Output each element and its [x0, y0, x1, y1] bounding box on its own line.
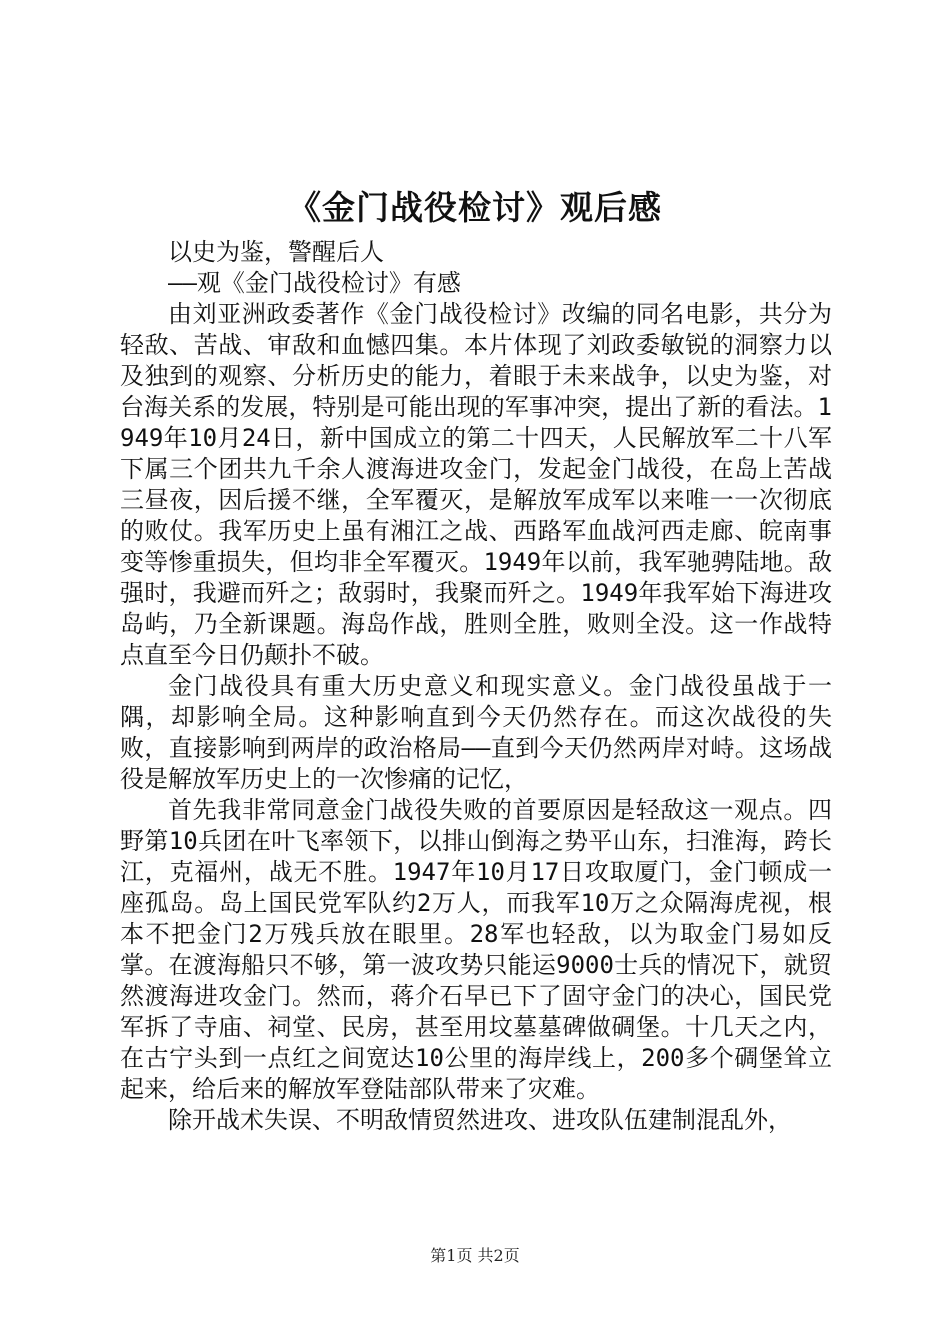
subtitle-line: ——观《金门战役检讨》有感	[168, 269, 461, 297]
body-paragraph: 除开战术失误、不明敌情贸然进攻、进攻队伍建制混乱外，	[168, 1106, 792, 1134]
body-paragraph: 金门战役具有重大历史意义和现实意义。金门战役虽战于一隅，却影响全局。这种影响直到今天仍然存在。而这次战役的失败，直接影响到两岸的政治格局——直到今天仍然两岸对峙。这场战役是解放军历史上的一次惨痛的记忆，	[120, 672, 832, 793]
page-number: 第1页 共2页	[430, 1246, 520, 1265]
body-paragraph: 由刘亚洲政委著作《金门战役检讨》改编的同名电影，共分为轻敌、苦战、审敌和血憾四集。本片体现了刘政委敏锐的洞察力以及独到的观察、分析历史的能力，着眼于未来战争，以史为鉴，对台海关系的发展，特别是可能出现的军事冲突，提出了新的看法。1949年10月24日，新中国成立的第二十四天，人民解放军二十八军下属三个团共九千余人渡海进攻金门，发起金门战役，在岛上苦战三昼夜，因后援不继，全军覆灭，是解放军成军以来唯一一次彻底的败仗。我军历史上虽有湘江之战、西路军血战河西走廊、皖南事变等惨重损失，但均非全军覆灭。1949年以前，我军驰骋陆地。敌强时，我避而歼之；敌弱时，我聚而歼之。1949年我军始下海进攻岛屿，乃全新课题。海岛作战，胜则全胜，败则全没。这一作战特点直至今日仍颠扑不破。	[120, 300, 832, 669]
page-title: 《金门战役检讨》观后感	[288, 188, 662, 227]
document-body	[120, 237, 832, 1136]
body-paragraph: 首先我非常同意金门战役失败的首要原因是轻敌这一观点。四野第10兵团在叶飞率领下，以排山倒海之势平山东，扫淮海，跨长江，克福州，战无不胜。1947年10月17日攻取厦门，金门顿成一座孤岛。岛上国民党军队约2万人，而我军10万之众隔海虎视，根本不把金门2万残兵放在眼里。28军也轻敌，以为取金门易如反掌。在渡海船只不够，第一波攻势只能运9000士兵的情况下，就贸然渡海进攻金门。然而，蒋介石早已下了固守金门的决心，国民党军拆了寺庙、祠堂、民房，甚至用坟墓墓碑做碉堡。十几天之内，在古宁头到一点红之间宽达10公里的海岸线上，200多个碉堡耸立起来，给后来的解放军登陆部队带来了灾难。	[120, 796, 832, 1103]
subtitle-line: 以史为鉴，警醒后人	[168, 238, 384, 266]
